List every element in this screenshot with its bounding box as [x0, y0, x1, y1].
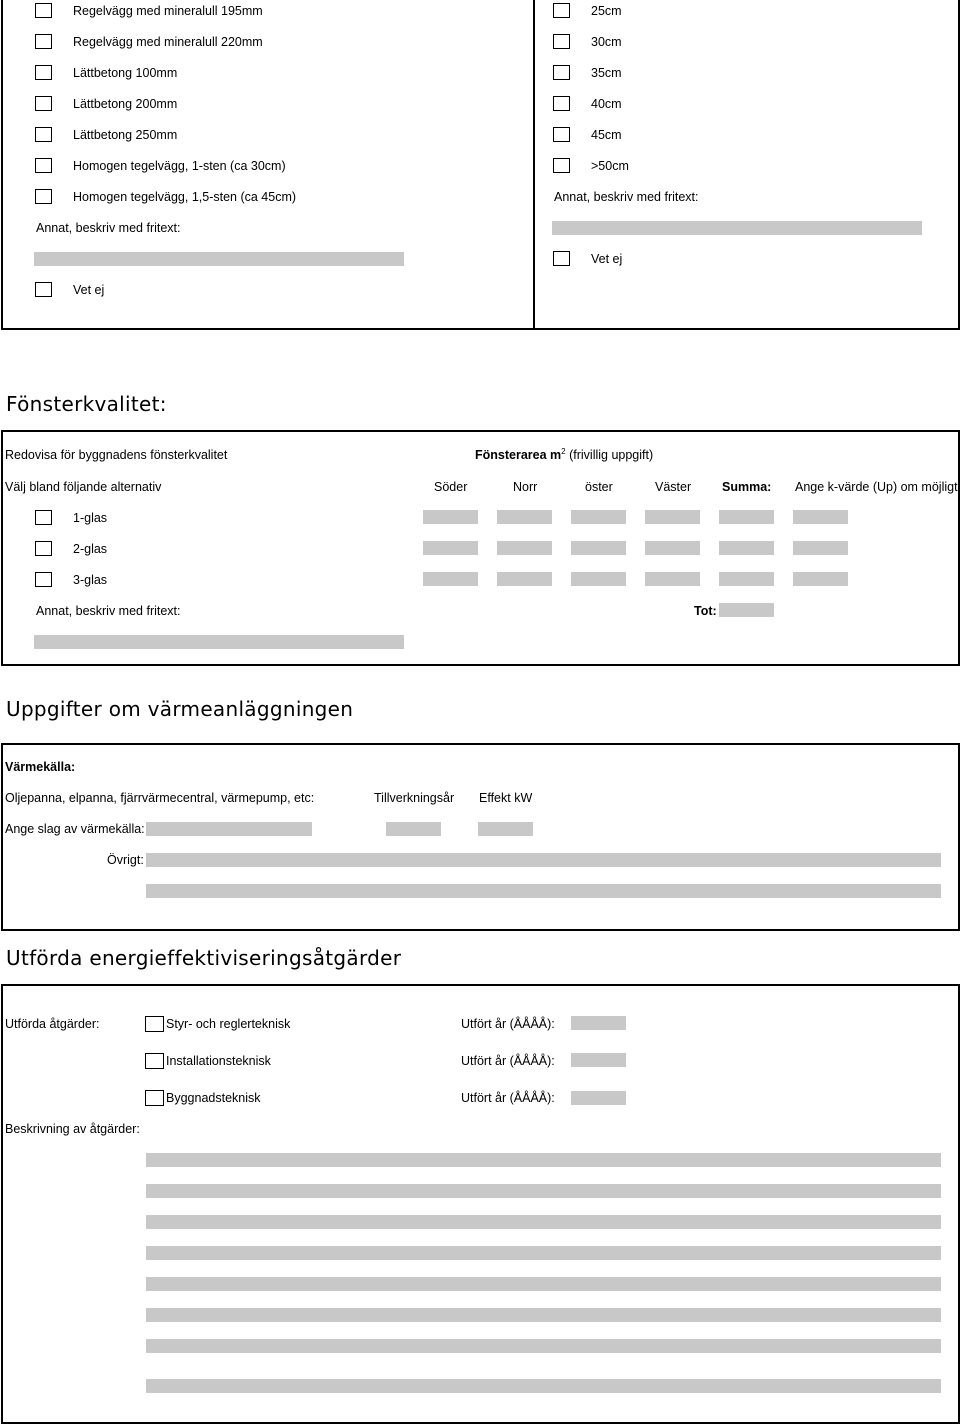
measure-label: Styr- och reglerteknisk	[166, 1017, 291, 1031]
window-area-label	[475, 447, 653, 463]
k-value-input[interactable]	[793, 572, 848, 586]
thickness-option-label: 35cm	[591, 66, 622, 80]
measures-description-label: Beskrivning av åtgärder:	[5, 1122, 140, 1136]
thickness-option-checkbox[interactable]	[553, 158, 570, 173]
measure-year-label: Utfört år (ÅÅÅÅ):	[461, 1017, 555, 1031]
wall-other-input[interactable]	[34, 252, 404, 266]
wall-option-checkbox[interactable]	[35, 189, 52, 204]
heat-type-input[interactable]	[146, 822, 312, 836]
thickness-option-checkbox[interactable]	[553, 65, 570, 80]
wall-option-checkbox[interactable]	[35, 96, 52, 111]
area-north-input[interactable]	[497, 510, 552, 524]
measures-heading: Utförda energieffektiviseringsåtgärder	[6, 946, 402, 970]
measure-year-input[interactable]	[571, 1053, 626, 1067]
thickness-other-label: Annat, beskriv med fritext:	[554, 190, 699, 204]
measures-section-frame	[1, 984, 960, 1424]
measure-year-label: Utfört år (ÅÅÅÅ):	[461, 1091, 555, 1105]
thickness-option-label: >50cm	[591, 159, 629, 173]
measure-year-input[interactable]	[571, 1091, 626, 1105]
wall-option-label: Lättbetong 200mm	[73, 97, 178, 111]
wall-option-checkbox[interactable]	[35, 158, 52, 173]
area-south-input[interactable]	[423, 572, 478, 586]
area-sum-input[interactable]	[719, 572, 774, 586]
area-north-input[interactable]	[497, 572, 552, 586]
measure-label: Installationsteknisk	[166, 1054, 271, 1068]
window-area-sup: 2	[561, 446, 566, 456]
column-south: Söder	[434, 480, 468, 494]
column-east: öster	[585, 480, 613, 494]
column-k-value: Ange k-värde (Up) om möjligt	[795, 480, 958, 494]
area-south-input[interactable]	[423, 541, 478, 555]
wall-option-label: Regelvägg med mineralull 220mm	[73, 35, 263, 49]
heat-other-input[interactable]	[146, 853, 941, 867]
area-north-input[interactable]	[497, 541, 552, 555]
window-total-label: Tot:	[694, 604, 717, 618]
wall-option-label: Regelvägg med mineralull 195mm	[73, 4, 263, 18]
window-other-input[interactable]	[34, 635, 404, 649]
description-line[interactable]	[146, 1153, 941, 1167]
heat-other-input-line2[interactable]	[146, 884, 941, 898]
thickness-option-checkbox[interactable]	[553, 3, 570, 18]
wall-section-divider	[533, 0, 535, 328]
wall-option-checkbox[interactable]	[35, 3, 52, 18]
thickness-option-label: 25cm	[591, 4, 622, 18]
thickness-option-label: 30cm	[591, 35, 622, 49]
area-west-input[interactable]	[645, 541, 700, 555]
heat-source-label: Värmekälla:	[5, 760, 76, 774]
heating-section-frame	[1, 743, 960, 931]
heat-source-examples: Oljepanna, elpanna, fjärrvärmecentral, värmepump, etc:	[5, 791, 315, 805]
measure-year-label: Utfört år (ÅÅÅÅ):	[461, 1054, 555, 1068]
k-value-input[interactable]	[793, 510, 848, 524]
measure-year-input[interactable]	[571, 1016, 626, 1030]
glazing-checkbox[interactable]	[35, 541, 52, 556]
k-value-input[interactable]	[793, 541, 848, 555]
glazing-label: 1-glas	[73, 511, 108, 525]
window-area-label-note: (frivillig uppgift)	[569, 448, 654, 462]
window-other-label: Annat, beskriv med fritext:	[36, 604, 181, 618]
thickness-unknown-checkbox[interactable]	[553, 251, 570, 266]
description-line[interactable]	[146, 1277, 941, 1291]
thickness-option-checkbox[interactable]	[553, 34, 570, 49]
measure-checkbox[interactable]	[145, 1053, 164, 1069]
window-quality-heading: Fönsterkvalitet:	[6, 392, 167, 416]
wall-other-label: Annat, beskriv med fritext:	[36, 221, 181, 235]
area-south-input[interactable]	[423, 510, 478, 524]
wall-option-label: Homogen tegelvägg, 1-sten (ca 30cm)	[73, 159, 286, 173]
wall-option-label: Homogen tegelvägg, 1,5-sten (ca 45cm)	[73, 190, 297, 204]
measure-checkbox[interactable]	[145, 1016, 164, 1032]
thickness-option-label: 45cm	[591, 128, 622, 142]
area-east-input[interactable]	[571, 572, 626, 586]
wall-option-label: Lättbetong 250mm	[73, 128, 178, 142]
description-line[interactable]	[146, 1246, 941, 1260]
description-line[interactable]	[146, 1339, 941, 1353]
description-line[interactable]	[146, 1379, 941, 1393]
wall-option-checkbox[interactable]	[35, 34, 52, 49]
thickness-option-checkbox[interactable]	[553, 96, 570, 111]
area-west-input[interactable]	[645, 510, 700, 524]
measure-label: Byggnadsteknisk	[166, 1091, 261, 1105]
wall-option-label: Lättbetong 100mm	[73, 66, 178, 80]
heat-other-label: Övrigt:	[107, 853, 144, 867]
description-line[interactable]	[146, 1308, 941, 1322]
description-line[interactable]	[146, 1215, 941, 1229]
thickness-unknown-label: Vet ej	[591, 252, 623, 266]
glazing-checkbox[interactable]	[35, 572, 52, 587]
column-sum: Summa:	[722, 480, 772, 494]
measures-done-label: Utförda åtgärder:	[5, 1017, 100, 1031]
manufacture-year-label: Tillverkningsår	[374, 791, 455, 805]
window-choose-label: Välj bland följande alternativ	[5, 480, 162, 494]
window-intro-text: Redovisa för byggnadens fönsterkvalitet	[5, 448, 228, 462]
wall-unknown-checkbox[interactable]	[35, 282, 52, 297]
column-west: Väster	[655, 480, 692, 494]
area-sum-input[interactable]	[719, 510, 774, 524]
area-sum-input[interactable]	[719, 541, 774, 555]
glazing-label: 3-glas	[73, 573, 108, 587]
wall-option-checkbox[interactable]	[35, 127, 52, 142]
manufacture-year-input[interactable]	[386, 822, 441, 836]
area-east-input[interactable]	[571, 541, 626, 555]
column-north: Norr	[513, 480, 538, 494]
window-area-label-main: Fönsterarea m	[475, 448, 562, 462]
area-east-input[interactable]	[571, 510, 626, 524]
description-line[interactable]	[146, 1184, 941, 1198]
heat-type-label: Ange slag av värmekälla:	[5, 822, 145, 836]
thickness-option-label: 40cm	[591, 97, 622, 111]
power-kw-label: Effekt kW	[479, 791, 533, 805]
window-total-input[interactable]	[719, 603, 774, 617]
thickness-option-checkbox[interactable]	[553, 127, 570, 142]
thickness-other-input[interactable]	[552, 221, 922, 235]
wall-option-checkbox[interactable]	[35, 65, 52, 80]
heating-heading: Uppgifter om värmeanläggningen	[6, 697, 354, 721]
glazing-checkbox[interactable]	[35, 510, 52, 525]
wall-unknown-label: Vet ej	[73, 283, 105, 297]
glazing-label: 2-glas	[73, 542, 108, 556]
power-kw-input[interactable]	[478, 822, 533, 836]
area-west-input[interactable]	[645, 572, 700, 586]
measure-checkbox[interactable]	[145, 1090, 164, 1106]
